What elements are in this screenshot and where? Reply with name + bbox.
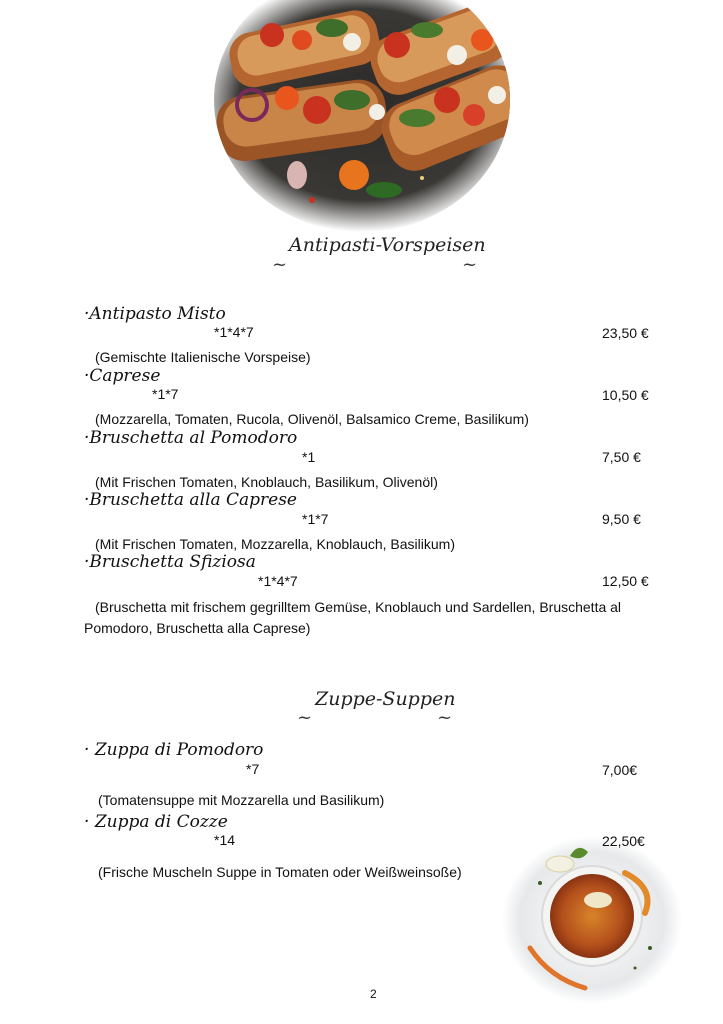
menu-item-description: (Gemischte Italienische Vorspeise) <box>95 349 311 365</box>
allergen-code: *14 <box>214 832 236 848</box>
menu-item-description: (Mozzarella, Tomaten, Rucola, Olivenöl, Balsamico Creme, Basilikum) <box>95 411 529 427</box>
menu-item-name: ·Bruschetta alla Caprese <box>84 490 297 510</box>
allergen-code: *7 <box>246 761 260 777</box>
menu-item-name: · Zuppa di Cozze <box>84 812 228 832</box>
allergen-code: *1*4*7 <box>214 324 254 340</box>
menu-item-price: 10,50 € <box>602 387 649 403</box>
menu-item-description: (Mit Frischen Tomaten, Mozzarella, Knoblauch, Basilikum) <box>95 536 455 552</box>
menu-item-price: 9,50 € <box>602 511 641 527</box>
menu-item-price: 23,50 € <box>602 325 649 341</box>
bruschetta-platter-image <box>212 0 512 232</box>
menu-item-description: (Frische Muscheln Suppe in Tomaten oder Weißweinsoße) <box>98 864 462 880</box>
menu-item-description: (Mit Frischen Tomaten, Knoblauch, Basilikum, Olivenöl) <box>95 474 438 490</box>
allergen-code: *1*7 <box>152 386 179 402</box>
tilde-right: ~ <box>462 254 478 275</box>
allergen-code: *1 <box>302 449 316 465</box>
menu-item-price: 12,50 € <box>602 573 649 589</box>
menu-item-name: ·Caprese <box>84 366 161 386</box>
page-number: 2 <box>370 987 377 1001</box>
allergen-code: *1*7 <box>302 511 329 527</box>
tilde-right: ~ <box>437 707 453 728</box>
menu-item-description: (Bruschetta mit frischem gegrilltem Gemüse, Knoblauch und Sardellen, Bruschetta al Pomodoro, Bruschetta alla Caprese) <box>84 599 622 636</box>
menu-item-name: ·Antipasto Misto <box>84 304 226 324</box>
menu-item-name: ·Bruschetta Sfiziosa <box>84 552 256 572</box>
menu-item-name: · Zuppa di Pomodoro <box>84 740 264 760</box>
allergen-code: *1*4*7 <box>258 573 298 589</box>
menu-item-price: 22,50€ <box>602 833 645 849</box>
tilde-left: ~ <box>272 254 288 275</box>
section-title-antipasti: Antipasti-Vorspeisen <box>289 234 486 256</box>
section-title-zuppe: Zuppe-Suppen <box>315 688 456 710</box>
tomato-soup-bowl-image <box>500 828 685 1006</box>
menu-item-name: ·Bruschetta al Pomodoro <box>84 428 298 448</box>
tilde-left: ~ <box>297 707 313 728</box>
menu-item-description: (Tomatensuppe mit Mozzarella und Basilikum) <box>98 792 385 808</box>
menu-item-price: 7,00€ <box>602 762 638 778</box>
menu-item-price: 7,50 € <box>602 449 641 465</box>
